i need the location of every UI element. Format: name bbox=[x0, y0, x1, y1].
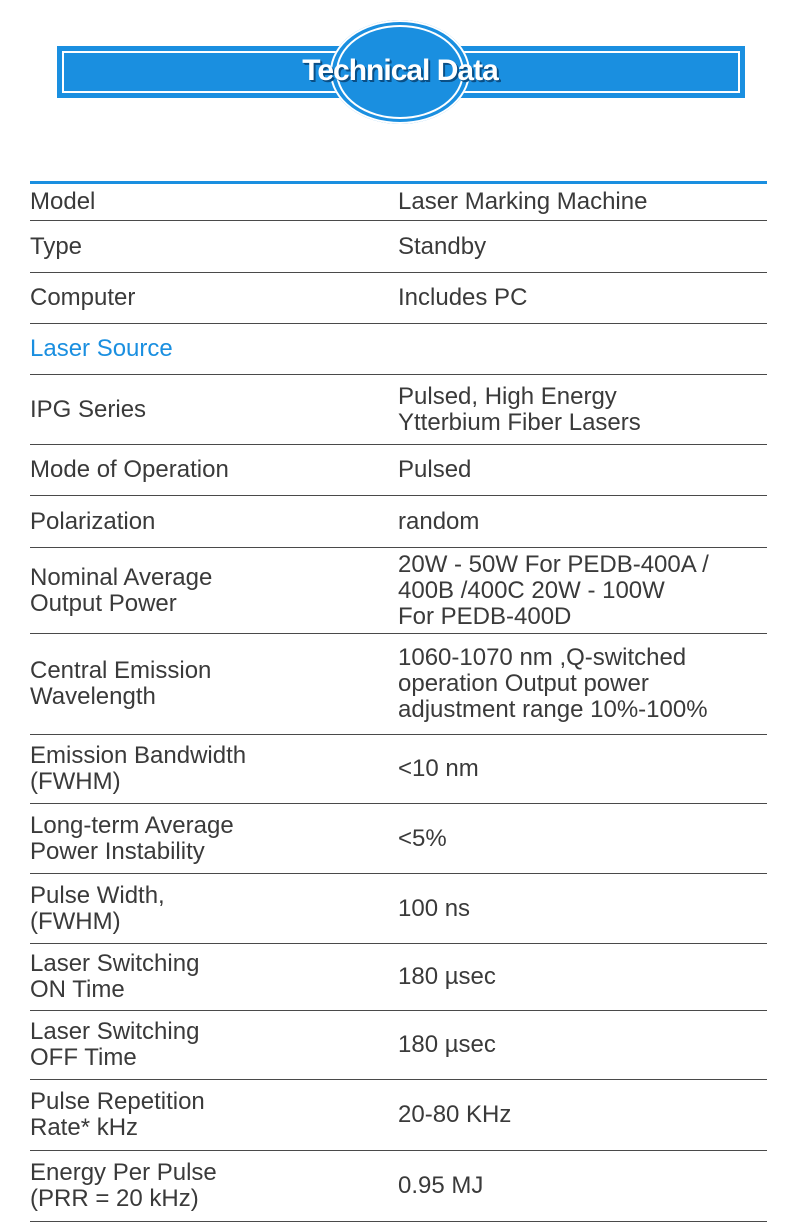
spec-value-line: For PEDB-400D bbox=[398, 602, 572, 630]
spec-label-line: Central Emission bbox=[30, 657, 212, 684]
spec-label bbox=[30, 1160, 398, 1212]
spec-label-line: Type bbox=[30, 232, 83, 260]
spec-label bbox=[30, 743, 398, 795]
spec-value-line: Laser Marking Machine bbox=[398, 188, 648, 215]
spec-value-line: <10 nm bbox=[398, 755, 479, 782]
spec-label-line: Pulse Repetition bbox=[30, 1088, 205, 1115]
spec-label-line: Wavelength bbox=[30, 683, 156, 710]
spec-label-line: Energy Per Pulse bbox=[30, 1159, 217, 1186]
spec-value bbox=[398, 552, 767, 630]
spec-label bbox=[30, 813, 398, 865]
spec-label-line: Computer bbox=[30, 284, 136, 311]
page-title: Technical Data bbox=[302, 54, 498, 87]
spec-value-line: 0.95 MJ bbox=[398, 1172, 484, 1199]
spec-value-line: 20W - 50W For PEDB-400A / bbox=[398, 550, 709, 578]
spec-value bbox=[398, 1102, 767, 1128]
spec-label bbox=[30, 285, 398, 311]
spec-value-line: adjustment range 10%-100% bbox=[398, 696, 708, 723]
spec-label-line: Output Power bbox=[30, 589, 177, 617]
table-row bbox=[30, 735, 767, 804]
spec-value bbox=[398, 1032, 767, 1058]
spec-label bbox=[30, 883, 398, 935]
spec-value-line: random bbox=[398, 507, 480, 535]
table-row bbox=[30, 548, 767, 634]
spec-value-line: Pulsed bbox=[398, 456, 472, 483]
spec-value-line: operation Output power bbox=[398, 670, 649, 697]
table-row bbox=[30, 874, 767, 944]
spec-label-line: Pulse Width, bbox=[30, 881, 165, 909]
table-row bbox=[30, 445, 767, 496]
spec-label bbox=[30, 397, 398, 423]
spec-label bbox=[30, 658, 398, 710]
spec-label-line: Laser Switching bbox=[30, 1018, 200, 1045]
spec-label bbox=[30, 1019, 398, 1071]
table-row bbox=[30, 496, 767, 548]
table-row bbox=[30, 184, 767, 221]
table-row bbox=[30, 634, 767, 735]
spec-label-line: Long-term Average bbox=[30, 811, 234, 839]
spec-value-line: Ytterbium Fiber Lasers bbox=[398, 408, 641, 436]
spec-label bbox=[30, 565, 398, 617]
spec-label-line: (FWHM) bbox=[30, 907, 121, 935]
table-row bbox=[30, 375, 767, 445]
spec-value bbox=[398, 189, 767, 215]
spec-value-line: Includes PC bbox=[398, 284, 528, 311]
section-heading-row bbox=[30, 324, 767, 375]
table-row bbox=[30, 1151, 767, 1222]
spec-value-line: 100 ns bbox=[398, 894, 471, 922]
spec-label bbox=[30, 234, 398, 260]
spec-label-line: Polarization bbox=[30, 507, 156, 535]
table-row bbox=[30, 944, 767, 1011]
spec-value-line: 180 µsec bbox=[398, 963, 496, 990]
spec-label-line: OFF Time bbox=[30, 1044, 137, 1071]
spec-value bbox=[398, 826, 767, 852]
spec-value bbox=[398, 756, 767, 782]
spec-label-line: IPG Series bbox=[30, 395, 147, 423]
spec-value-line: 1060-1070 nm ,Q-switched bbox=[398, 644, 687, 671]
spec-label bbox=[30, 1089, 398, 1141]
spec-label-line: ON Time bbox=[30, 976, 125, 1003]
spec-value-line: Standby bbox=[398, 232, 487, 260]
spec-label-line: Mode of Operation bbox=[30, 456, 229, 483]
spec-label bbox=[30, 189, 398, 215]
spec-label-line: Rate* kHz bbox=[30, 1114, 139, 1141]
table-row bbox=[30, 221, 767, 273]
spec-label bbox=[30, 509, 398, 535]
spec-label bbox=[30, 457, 398, 483]
spec-label-line: Nominal Average bbox=[30, 563, 213, 591]
spec-value bbox=[398, 234, 767, 260]
spec-value bbox=[398, 964, 767, 990]
table-row bbox=[30, 804, 767, 874]
spec-label-line: Laser Source bbox=[30, 335, 173, 362]
spec-value-line: 180 µsec bbox=[398, 1031, 496, 1058]
table-row bbox=[30, 273, 767, 324]
spec-value bbox=[398, 509, 767, 535]
spec-label-line: (FWHM) bbox=[30, 768, 121, 795]
spec-label-line: (PRR = 20 kHz) bbox=[30, 1185, 199, 1212]
section-heading bbox=[30, 336, 398, 362]
spec-label-line: Model bbox=[30, 188, 96, 215]
spec-value-line: 400B /400C 20W - 100W bbox=[398, 576, 665, 604]
spec-value bbox=[398, 645, 767, 723]
spec-label-line: Emission Bandwidth bbox=[30, 742, 247, 769]
spec-value-line: 20-80 KHz bbox=[398, 1101, 512, 1128]
header-banner bbox=[0, 0, 800, 130]
spec-value bbox=[398, 1173, 767, 1199]
spec-label bbox=[30, 951, 398, 1003]
spec-value bbox=[398, 285, 767, 311]
table-row bbox=[30, 1080, 767, 1151]
spec-value bbox=[398, 457, 767, 483]
spec-label-line: Power Instability bbox=[30, 837, 205, 865]
spec-label-line: Laser Switching bbox=[30, 950, 200, 977]
spec-value-line: <5% bbox=[398, 824, 447, 852]
spec-value bbox=[398, 384, 767, 436]
spec-table bbox=[30, 184, 767, 1222]
spec-value bbox=[398, 896, 767, 922]
spec-value-line: Pulsed, High Energy bbox=[398, 382, 617, 410]
table-row bbox=[30, 1011, 767, 1080]
